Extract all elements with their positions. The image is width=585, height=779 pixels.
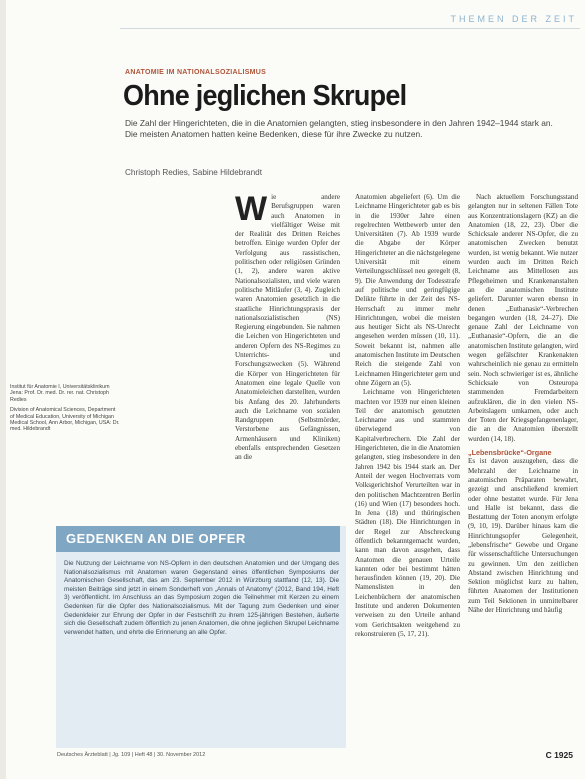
body-column-2 [355,193,460,753]
column-1-text: ie andere Berufsgruppen waren auch Anatomen in vielfältiger Weise mit der Realität des Dritten Reiches betroffen. Einige wurden Opfer der Verfolgung aus rassistischen, politischen oder religiösen Gründen (1, 2), andere waren aktive Nationalsozialisten, und viele waren politische Mitläufer (3, 4). Zugleich waren Anatomien gesetzlich in die staatliche Hinrichtungspraxis der nationalsozialistischen (NS) Regierung eingebunden. Sie nahmen die Leichen von Hingerichteten und anderen Opfern des NS-Regimes zu Unterrichts- und Forschungszwecken (5). Während die Körper von Hingerichteten für Anatomen eine legale Quelle von Anatomieleichen darstellten, wurden bis Anfang des 20. Jahrhunderts auch die Leichname von sozialen Randgruppen (Selbstmörder, Verstorbene aus Gefängnissen, Armenhäusern und Kliniken) ebenfalls entsprechenden Gesetzen an die [235,193,340,462]
footer-citation: Deutsches Ärzteblatt | Jg. 109 | Heft 48 | 30. November 2012 [57,752,206,758]
article-title: Ohne jeglichen Skrupel [123,80,407,112]
article-lead: Die Zahl der Hingerichteten, die in die Anatomien gelangten, stieg insbesondere in den Jahren 1942–1944 stark an. Die meisten Anatomen hatten keine Bedenken, diese für ihre Zwecke zu nutzen. [125,118,553,139]
column-3-paragraph: Es ist davon auszugehen, dass die Mehrzahl der Leichname in anatomischen Präparaten bewahrt, gezeigt und anschließend kremiert oder ohne bestattet wurde. Für Jena und Halle ist bekannt, dass die Bestattung der Toten anonym erfolgte (9, 10, 19). Darüber hinaus kam die Hinrichtungsopfer Gelegenheit, „lebensfrische“ Gewebe und Organe für wissenschaftliche Untersuchungen zu gewinnen. Um den zeitlichen Abstand zwischen Hinrichtung und Sektion möglichst kurz zu halten, führten Anatomen der Institutionen zum Teil Sektionen in unmittelbarer Nähe der Hinrichtung und häufig [468,457,578,615]
page-binding-edge [0,0,6,779]
affiliation-jena: Institut für Anatomie I, Universitätsklinikum Jena: Prof. Dr. med. Dr. rer. nat. Christoph Redies [10,384,110,403]
sidebar-box-title: GEDENKEN AN DIE OPFER [56,526,340,552]
sidebar-box-text: Die Nutzung der Leichname von NS-Opfern in den deutschen Anatomien und der Umgang des Nationalsozialismus mit Anatomen waren Gegenstand eines öffentlichen Symposiums der Anatomischen Gesellschaft, das am 23. September 2012 in Würzburg stattfand (12, 13). Die meisten Beiträge sind jetzt in einem Sonderheft von „Annals of Anatomy“ (2012, Band 194, Heft 3) veröffentlicht. Im Anschluss an das Symposium zogen die Teilnehmer mit Kerzen zu einem Gedenken für die Opfer des Nationalsozialismus. Mit der Tagung zum Gedenken und einer Gedenkfeier zur Ehrung der Opfer in der Festschrift zu ihrem 125-jährigen Bestehen, äußerte sich die Gesellschaft zudem öffentlich zu jenen Anatomen, die ohne jeglichen Skrupel Leichname verwendet hatten, und ehrte die Erinnerung an alle Opfer. [64,560,339,636]
column-2-paragraph: Leichname von Hingerichteten machten vor 1939 nur einen kleinen Teil der anatomisch genutzten Leichname aus und stammten überwiegend von Kapitalverbrechern. Die Zahl der Hingerichteten, die in die Anatomien gelangten, stieg insbesondere in den Jahren 1942 bis 1944 stark an. Der Anteil der wegen Hochverrats vom Volksgerichtshof Verurteilten war in den politischen Machtzentren Berlin (16) und Wien (17) besonders hoch. In Jena (18) und thüringischen Städten (18). Die Hinrichtungen in der Regel zur Abschreckung öffentlich bekanntgemacht wurden, kann man davon ausgehen, dass Anatomen die genauen Urteile kannten oder bei bestimmt hätten herausfinden können (19, 20). Die Namenslisten in den Leichenbüchern der anatomischen Institute und anderen Dokumenten verweisen zu den Urteile anhand vom Gerichtsakten weitgehend zu rekonstruieren (5, 17, 21). [355,388,460,638]
section-label: THEMEN DER ZEIT [450,14,577,24]
column-3-subhead: „Lebensbrücke“-Organe [468,448,552,458]
page-number: C 1925 [545,750,573,760]
author-affiliations [10,384,120,437]
column-2-paragraph: Anatomien abgeliefert (6). Um die Leichname Hingerichteter gab es bis in die 1930er Jahre einen regelrechten Wettbewerb unter den Universitäten (7). Ab 1939 wurde die Abgabe der Körper Hingerichteter an die nächstgelegene Universität mit einem Verteilungsschlüssel neu geregelt (8, 9). Die Anwendung der Todesstrafe auf politische und geringfügige Delikte führte in der Zeit des NS-Herrschaft zu immer mehr Hinrichtungen, wobei die meisten aus heutiger Sicht als NS-Unrecht angesehen werden müssen (10, 11). Soweit bekannt ist, nahmen alle anatomischen Institute im Deutschen Reich die steigende Zahl von Leichnamen Hingerichteter gern und ohne Zögern an (5). [355,193,460,387]
header-rule [120,28,580,29]
affiliation-michigan: Division of Anatomical Sciences, Department of Medical Education, University of Michigan Medical School, Ann Arbor, Michigan, USA: Dr. med. Hildebrandt [10,407,120,433]
drop-cap: W [235,193,268,228]
body-column-1 [235,193,340,513]
body-column-3 [468,193,578,753]
article-kicker: ANATOMIE IM NATIONALSOZIALISMUS [125,69,267,76]
column-3-paragraph: Nach aktuellem Forschungsstand gelangten nur in seltenen Fällen Tote aus Konzentrationslagern (KZ) an die Anatomien (18, 22, 23). Über die Schicksale anderer NS-Opfer, die zu anatomischen Zwecken benutzt wurden, ist wenig bekannt. Wie nutzer wurden auch im Dritten Reich Leichname aus Mittellosen aus Pflegeheimen und Krankenanstalten an die anatomischen Institute geliefert. Darunter waren ebenso in denen „Euthanasie“-Verbrechen begangen wurden (18, 24–27). Die genaue Zahl der Leichname von „Euthanasie“-Opfern, die an die anatomischen Institute gelangten, wird wegen gefälschter Krankenakten wahrscheinlich nie genau zu ermitteln sein. Noch schwieriger ist es, ähnliche Schicksale von Osteuropa stammenden Fremdarbeitern aufzuklären, die in den vielen NS-Arbeitslagern umkamen, oder auch der Toten der Kriegsgefangenenlager, die an die Anatomien überstellt wurden (14, 18). [468,193,578,443]
article-authors: Christoph Redies, Sabine Hildebrandt [125,168,262,177]
